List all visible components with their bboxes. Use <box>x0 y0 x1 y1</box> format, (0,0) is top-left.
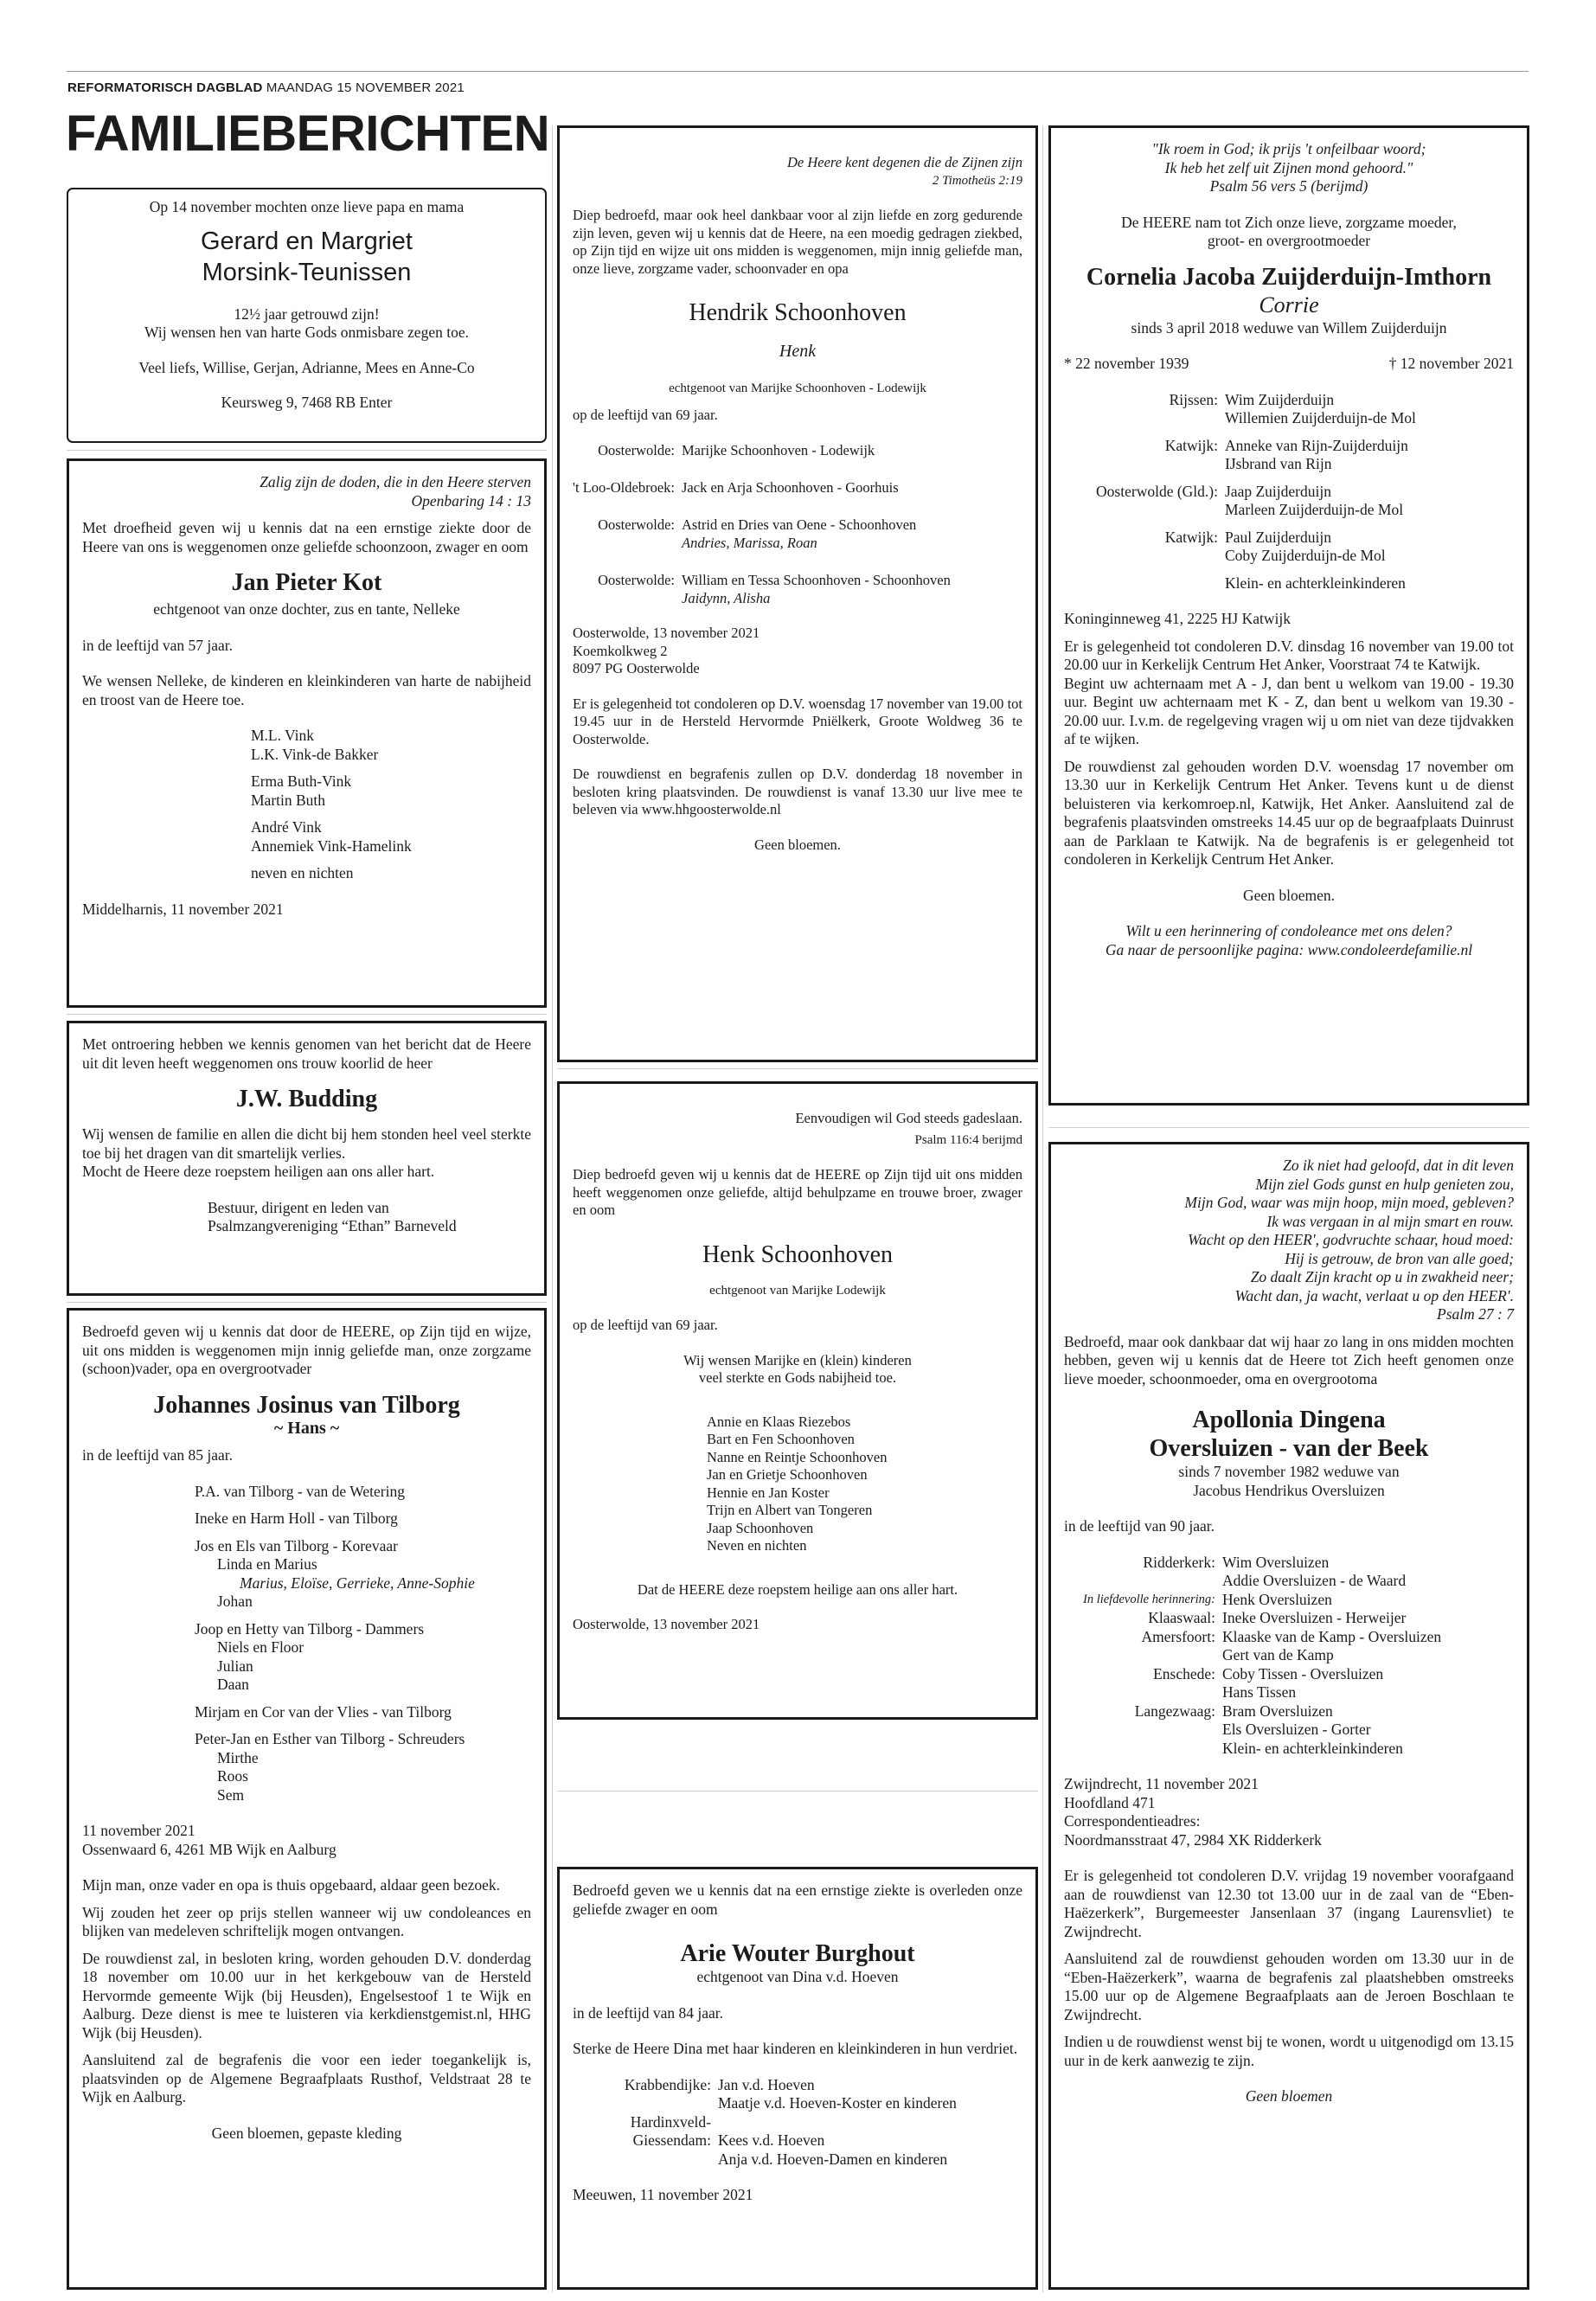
poem-line: Hij is getrouw, de bron van alle goed; <box>1285 1249 1514 1267</box>
deceased-role: echtgenoot van Marijke Schoonhoven - Lodewijk <box>669 381 926 395</box>
life-dates <box>1064 355 1514 374</box>
family-place: Hardinxveld- <box>630 2112 711 2131</box>
family-member: Jos en Els van Tilborg - Korevaar <box>195 1536 398 1554</box>
bible-reference: 2 Timotheüs 2:19 <box>932 173 1022 188</box>
family-place: Rijssen: <box>1169 390 1218 408</box>
family-place: Oosterwolde: <box>598 572 675 588</box>
notice-wish: veel sterkte en Gods nabijheid toe. <box>698 1369 897 1386</box>
header-rule <box>67 71 1529 72</box>
family-member: Neven en nichten <box>707 1537 807 1554</box>
family-table <box>1064 1554 1441 1759</box>
signature-line: Psalmzangvereniging “Ethan” Barneveld <box>208 1217 457 1234</box>
deceased-age: in de leeftijd van 84 jaar. <box>573 2003 723 2022</box>
family-member: Linda en Marius <box>217 1555 317 1573</box>
postcode: 8097 PG Oosterwolde <box>573 660 700 676</box>
row-separator <box>67 450 547 451</box>
family-member: Klaaske van de Kamp - Oversluizen <box>1222 1627 1442 1645</box>
family-member: M.L. Vink <box>251 727 315 744</box>
family-member: Jack en Arja Schoonhoven - Goorhuis <box>682 479 899 496</box>
issue-date: MAANDAG 15 NOVEMBER 2021 <box>266 80 465 95</box>
family-grandchildren: Andries, Marissa, Roan <box>682 535 817 551</box>
notice-wish: We wensen Nelleke, de kinderen en kleinkinderen van harte de nabijheid en troost van de Heere toe. <box>82 672 531 708</box>
deceased-nickname: Henk <box>779 342 817 361</box>
family-member: André Vink <box>251 818 322 836</box>
notice-intro: Diep bedroefd geven wij u kennis dat de HEERE op Zijn tijd uit ons midden heeft weggenomen onze geliefde, altijd behulpzame en trouwe broer, zwager en oom <box>573 1166 1022 1218</box>
family-member: Ineke Oversluizen - Herweijer <box>1222 1609 1407 1626</box>
family-member: Erma Buth-Vink <box>251 772 352 790</box>
notice-intro: Op 14 november mochten onze lieve papa en mama <box>149 198 465 215</box>
death-notice-zuijderduijn <box>1048 125 1529 1106</box>
family-place: Enschede: <box>1153 1664 1215 1682</box>
family-member: Jaap Schoonhoven <box>707 1519 814 1536</box>
family-list <box>82 727 531 883</box>
notice-intro: Diep bedroefd, maar ook heel dankbaar voor al zijn liefde en zorg gedurende zijn leven, geven wij u kennis dat de Heere, na een moedig gedragen ziekbed, op Zijn tijd en wijze uit ons midden is weggenomen, mijn innig geliefde man, onze lieve, zorgzame vader, schoonvader en opa <box>573 207 1022 277</box>
family-member: Wim Zuijderduijn <box>1225 390 1335 408</box>
deceased-age: in de leeftijd van 57 jaar. <box>82 636 233 654</box>
family-place: In liefdevolle herinnering: <box>1082 1592 1215 1606</box>
family-member: Coby Zuijderduijn-de Mol <box>1225 547 1386 564</box>
bible-quote: Eenvoudigen wil God steeds gadeslaan. <box>795 1110 1022 1126</box>
deceased-surname: Oversluizen - van der Beek <box>1149 1435 1429 1462</box>
address: Hoofdland 471 <box>1064 1793 1156 1811</box>
notice-wish: Wij wensen Marijke en (klein) kinderen <box>683 1351 912 1368</box>
family-member: Hans Tissen <box>1222 1683 1297 1701</box>
family-member: Gert van de Kamp <box>1222 1646 1334 1663</box>
family-member: Paul Zuijderduijn <box>1225 528 1331 546</box>
family-member: Annemiek Vink-Hamelink <box>251 836 412 855</box>
widow-line: Jacobus Hendrikus Oversluizen <box>1193 1481 1385 1499</box>
deceased-nickname: Corrie <box>1259 292 1319 317</box>
family-member: Bart en Fen Schoonhoven <box>707 1431 855 1447</box>
place-date: Middelharnis, 11 november 2021 <box>82 900 284 918</box>
family-member: Mirthe <box>217 1748 259 1766</box>
family-member: Jaap Zuijderduijn <box>1225 482 1331 500</box>
condolence-info: Er is gelegenheid tot condoleren D.V. vrijdag 19 november voorafgaand aan de rouwdienst van 12.30 tot 13.00 uur in de zaal van de “Eben-Haëzerkerk”, Burgemeester Jansenlaan 37 (ingang Laurensvliet) te Zwijndrecht. <box>1064 1867 1514 1940</box>
family-member: Wim Oversluizen <box>1222 1553 1330 1571</box>
place-date: Oosterwolde, 13 november 2021 <box>573 1616 760 1632</box>
family-member: Daan <box>217 1676 249 1693</box>
deceased-name: Henk Schoonhoven <box>702 1240 894 1268</box>
deceased-age: in de leeftijd van 90 jaar. <box>1064 1517 1215 1535</box>
family-place: Oosterwolde: <box>598 442 675 458</box>
web-link[interactable]: Ga naar de persoonlijke pagina: www.condoleerdefamilie.nl <box>1105 940 1473 958</box>
condolence-info: Begint uw achternaam met A - J, dan bent u welkom van 19.00 - 19.30 uur. Begint uw achternaam met K - Z, dan bent u welkom van 19.30 - 20.00 uur. I.v.m. de regelgeving vragen wij u om niet van deze tijdvakken af te wijken. <box>1064 674 1514 747</box>
poem-line: Mijn God, waar was mijn hoop, mijn moed, gebleven? <box>1184 1194 1514 1211</box>
family-place: 't Loo-Oldebroek: <box>573 479 675 496</box>
notice-prayer: Dat de HEERE deze roepstem heilige aan ons aller hart. <box>637 1580 958 1598</box>
notice-closing: Geen bloemen, gepaste kleding <box>211 2124 402 2142</box>
family-list <box>82 1483 531 1805</box>
family-grandchildren: Jaidynn, Alisha <box>682 590 771 606</box>
bible-quote: Zalig zijn de doden, die in den Heere sterven <box>260 473 531 490</box>
deceased-name: Johannes Josinus van Tilborg <box>153 1391 460 1419</box>
family-member: Peter-Jan en Esther van Tilborg - Schreuders <box>195 1730 465 1747</box>
deceased-age: op de leeftijd van 69 jaar. <box>573 406 718 423</box>
family-list <box>573 1413 1022 1555</box>
death-notice-oversluizen <box>1048 1142 1529 2290</box>
family-member: P.A. van Tilborg - van de Wetering <box>195 1482 405 1500</box>
condolence-info: Er is gelegenheid tot condoleren op D.V. woensdag 17 november van 19.00 tot 19.45 uur in de Hersteld Hervormde Pniëlkerk, Groote Woldweg 36 te Oosterwolde. <box>573 695 1022 747</box>
poem-line: Mijn ziel Gods gunst en hulp genieten zou, <box>1255 1175 1514 1193</box>
column-separator <box>1042 125 1043 2292</box>
bible-quote: "Ik roem in God; ik prijs 't onfeilbaar woord; <box>1151 140 1426 157</box>
family-member: Johan <box>217 1593 253 1610</box>
deceased-role: echtgenoot van Marijke Lodewijk <box>709 1283 886 1298</box>
blessing-line: Wij wensen hen van harte Gods onmisbare zegen toe. <box>144 324 469 341</box>
family-place: Katwijk: <box>1164 528 1218 546</box>
deceased-age: op de leeftijd van 69 jaar. <box>573 1317 718 1333</box>
notice-intro: Bedroefd geven wij u kennis dat door de HEERE, op Zijn tijd en wijze, uit ons midden is weggenomen mijn innig geliefde man, onze zorgzame (schoon)vader, opa en overgrootvader <box>82 1323 531 1377</box>
bible-quote: De Heere kent degenen die de Zijnen zijn <box>786 154 1022 170</box>
family-member: Henk Oversluizen <box>1222 1590 1332 1608</box>
family-member: Joop en Hetty van Tilborg - Dammers <box>195 1619 425 1638</box>
family-member: L.K. Vink-de Bakker <box>251 745 379 763</box>
family-member: Trijn en Albert van Tongeren <box>707 1502 873 1518</box>
death-notice-henk-schoonhoven <box>557 1081 1038 1720</box>
family-member: Annie en Klaas Riezebos <box>707 1413 851 1430</box>
deceased-name: Apollonia Dingena <box>1192 1407 1386 1433</box>
bible-reference: Psalm 116:4 berijmd <box>914 1132 1022 1147</box>
notice-wish: Wij wensen de familie en allen die dicht bij hem stonden heel veel sterkte toe bij het dragen van dit smartelijk verlies. <box>82 1125 531 1162</box>
family-member: Roos <box>217 1767 248 1785</box>
family-member: Maatje v.d. Hoeven-Koster en kinderen <box>718 2094 957 2112</box>
family-member: Marius, Eloïse, Gerrieke, Anne-Sophie <box>240 1574 475 1592</box>
anniversary-notice <box>67 188 547 443</box>
family-member: Jan en Grietje Schoonhoven <box>707 1466 868 1483</box>
correspondence-address: Noordmansstraat 47, 2984 XK Ridderkerk <box>1064 1830 1322 1849</box>
place-date: Oosterwolde, 13 november 2021 <box>573 625 760 641</box>
family-member: Anneke van Rijn-Zuijderduijn <box>1225 436 1408 454</box>
family-member: Addie Oversluizen - de Waard <box>1222 1572 1407 1589</box>
widow-line: sinds 7 november 1982 weduwe van <box>1178 1463 1400 1480</box>
notice-paragraph: Mijn man, onze vader en opa is thuis opgebaard, aldaar geen bezoek. <box>82 1876 501 1894</box>
service-info: Aansluitend zal de rouwdienst gehouden worden om 13.30 uur in de “Eben-Haëzerkerk”, waarna de begrafenis zal plaatshebben omstreeks 15.00 uur op de Algemene Begraafplaats aan de Jeroen Boschlaan te Zwijndrecht. <box>1064 1950 1514 2023</box>
notice-intro: Met ontroering hebben we kennis genomen van het bericht dat de Heere uit dit leven heeft weggenomen ons trouw koorlid de heer <box>82 1035 531 1072</box>
deceased-name: J.W. Budding <box>235 1086 378 1112</box>
address: Keursweg 9, 7468 RB Enter <box>221 394 393 411</box>
place-date: Meeuwen, 11 november 2021 <box>573 2186 753 2203</box>
deceased-name: Arie Wouter Burghout <box>680 1940 915 1967</box>
family-member: Astrid en Dries van Oene - Schoonhoven <box>682 516 917 533</box>
notice-paragraph: De rouwdienst zal, in besloten kring, worden gehouden D.V. donderdag 18 november om 10.00 uur in het kerkgebouw van de Hersteld Hervormde gemeente Wijk (bij Heusden), Engelsestoof 1 te Wijk en Aalburg. Deze dienst is mee te luisteren via kerkdienstgemist.nl, HHG Wijk (bij Heusden). <box>82 1949 531 2041</box>
service-info: De rouwdienst zal gehouden worden D.V. woensdag 17 november om 13.30 uur in Kerkelijk Centrum Het Anker. Tevens kunt u de dienst beluisteren via kerkomroep.nl, Katwijk, Het Anker. Aansluitend zal de begrafenis plaatsvinden omstreeks 14.45 uur op de begraafplaats Duinrust aan de Parklaan te Katwijk. Na de begrafenis is er gelegenheid tot condoleren in Kerkelijk Centrum Het Anker. <box>1064 757 1514 868</box>
deceased-role: echtgenoot van Dina v.d. Hoeven <box>696 1968 899 1985</box>
family-place: Langezwaag: <box>1134 1702 1215 1720</box>
family-place: Ridderkerk: <box>1143 1553 1215 1571</box>
notice-intro: groot- en overgrootmoeder <box>1207 232 1371 249</box>
page-header <box>67 80 465 95</box>
notice-paragraph: Wij zouden het zeer op prijs stellen wanneer wij uw condoleances en blijken van medeleven schriftelijk mogen ontvangen. <box>82 1903 531 1939</box>
notice-intro: Bedroefd geven we u kennis dat na een ernstige ziekte is overleden onze geliefde zwager en oom <box>573 1881 1022 1918</box>
family-table <box>1064 391 1416 593</box>
family-place: Krabbendijke: <box>624 2075 711 2093</box>
notice-date: 11 november 2021 <box>82 1822 195 1839</box>
web-invite: Wilt u een herinnering of condoleance met ons delen? <box>1125 922 1452 939</box>
family-member: Klein- en achterkleinkinderen <box>1222 1739 1403 1757</box>
notice-closing: Geen bloemen. <box>754 836 841 853</box>
family-member: Ineke en Harm Holl - van Tilborg <box>195 1509 398 1527</box>
death-notice-kot <box>67 458 547 1008</box>
death-notice-budding <box>67 1021 547 1296</box>
family-member: Klein- en achterkleinkinderen <box>1225 574 1406 592</box>
couple-name: Gerard en Margriet <box>201 227 413 255</box>
deceased-nickname: ~ Hans ~ <box>273 1418 340 1438</box>
family-table <box>573 2076 957 2170</box>
paper-name: REFORMATORISCH DAGBLAD <box>67 80 263 95</box>
death-notice-hendrik-schoonhoven <box>557 125 1038 1062</box>
poem-line: Zo daalt Zijn kracht op u in zwakheid neer; <box>1250 1268 1514 1285</box>
notice-closing: Geen bloemen. <box>1243 886 1335 904</box>
death-date: † 12 november 2021 <box>1388 355 1514 372</box>
correspondence-label: Correspondentieadres: <box>1064 1812 1201 1830</box>
family-table <box>573 441 951 607</box>
notice-prayer: Mocht de Heere deze roepstem heiligen aan ons aller hart. <box>82 1163 435 1180</box>
bible-quote: Ik heb het zelf uit Zijnen mond gehoord." <box>1164 158 1413 176</box>
notice-closing: Geen bloemen <box>1245 2087 1333 2105</box>
widow-line: sinds 3 april 2018 weduwe van Willem Zuijderduijn <box>1131 318 1447 336</box>
row-separator <box>67 1014 547 1015</box>
notice-intro: De HEERE nam tot Zich onze lieve, zorgzame moeder, <box>1121 213 1457 231</box>
family-member: Els Oversluizen - Gorter <box>1222 1721 1371 1738</box>
deceased-name: Cornelia Jacoba Zuijderduijn-Imthorn <box>1086 263 1492 291</box>
family-member: Hennie en Jan Koster <box>707 1484 830 1501</box>
deceased-name: Jan Pieter Kot <box>231 569 382 596</box>
deceased-role: echtgenoot van onze dochter, zus en tante, Nelleke <box>153 600 460 618</box>
family-member: Coby Tissen - Oversluizen <box>1222 1664 1384 1682</box>
senders: Veel liefs, Willise, Gerjan, Adrianne, Mees en Anne-Co <box>138 358 475 376</box>
poem-line: Wacht op den HEER', godvruchte schaar, houd moed: <box>1188 1231 1514 1248</box>
deceased-name: Hendrik Schoonhoven <box>689 299 907 326</box>
psalm-poem <box>1064 1157 1514 1324</box>
death-notice-tilborg <box>67 1308 547 2290</box>
family-place: Klaaswaal: <box>1148 1609 1215 1626</box>
death-notice-burghout <box>557 1867 1038 2290</box>
family-member: Kees v.d. Hoeven <box>718 2131 825 2149</box>
service-info: De rouwdienst en begrafenis zullen op D.V. donderdag 18 november in besloten kring plaatsvinden. De rouwdienst is vanaf 13.30 uur live mee te beleven via www.hhgoosterwolde.nl <box>573 766 1022 817</box>
family-place: Oosterwolde (Gld.): <box>1096 482 1218 500</box>
bible-reference: Openbaring 14 : 13 <box>411 491 531 510</box>
notice-paragraph: Aansluitend zal de begrafenis die voor een ieder toegankelijk is, plaatsvinden op de Algemene Begraafplaats Rusthof, Veldstraat 28 te Wijk en Aalburg. <box>82 2051 531 2106</box>
family-place: Oosterwolde: <box>598 516 675 533</box>
poem-line: Zo ik niet had geloofd, dat in dit leven <box>1283 1157 1514 1174</box>
family-member: Mirjam en Cor van der Vlies - van Tilborg <box>195 1702 452 1721</box>
notice-intro: Met droefheid geven wij u kennis dat na een ernstige ziekte door de Heere van ons is weggenomen onze geliefde schoonzoon, zwager en oom <box>82 519 531 555</box>
place-date: Zwijndrecht, 11 november 2021 <box>1064 1775 1259 1792</box>
family-member: Anja v.d. Hoeven-Damen en kinderen <box>718 2150 948 2168</box>
family-member: IJsbrand van Rijn <box>1225 455 1332 472</box>
address: Koninginneweg 41, 2225 HJ Katwijk <box>1064 610 1291 627</box>
family-member: Niels en Floor <box>217 1638 304 1656</box>
bible-reference: Psalm 56 vers 5 (berijmd) <box>1209 177 1368 195</box>
family-place: Giessendam: <box>632 2131 711 2149</box>
row-separator <box>67 1302 547 1303</box>
family-member: Willemien Zuijderduijn-de Mol <box>1225 409 1416 426</box>
row-separator <box>557 1068 1038 1069</box>
poem-reference: Psalm 27 : 7 <box>1437 1305 1514 1323</box>
poem-line: Ik was vergaan in al mijn smart en rouw. <box>1266 1212 1514 1230</box>
family-member: Nanne en Reintje Schoonhoven <box>707 1448 888 1465</box>
notice-wish: Sterke de Heere Dina met haar kinderen en kleinkinderen in hun verdriet. <box>573 2040 1018 2057</box>
attendance-info: Indien u de rouwdienst wenst bij te wonen, wordt u uitgenodigd om 13.15 uur in de kerk aanwezig te zijn. <box>1064 2033 1514 2069</box>
anniversary-line: 12½ jaar getrouwd zijn! <box>234 304 380 323</box>
family-member: Marleen Zuijderduijn-de Mol <box>1225 501 1404 518</box>
family-member: Bram Oversluizen <box>1222 1702 1333 1720</box>
family-member: Marijke Schoonhoven - Lodewijk <box>682 442 875 458</box>
family-place: Amersfoort: <box>1141 1627 1215 1645</box>
condolence-info: Er is gelegenheid tot condoleren D.V. dinsdag 16 november van 19.00 tot 20.00 uur in Kerkelijk Centrum Het Anker, Voorstraat 74 te Katwijk. <box>1064 637 1514 673</box>
address: Ossenwaard 6, 4261 MB Wijk en Aalburg <box>82 1840 337 1858</box>
family-member: Martin Buth <box>251 791 326 809</box>
family-member: Julian <box>217 1657 253 1675</box>
couple-surname: Morsink-Teunissen <box>202 258 412 286</box>
family-place: Katwijk: <box>1164 436 1218 454</box>
notice-intro: Bedroefd, maar ook dankbaar dat wij haar zo lang in ons midden mochten hebben, geven wij u kennis dat de Heere tot Zich heeft genomen onze lieve moeder, schoonmoeder, oma en overgrootoma <box>1064 1332 1514 1388</box>
row-separator <box>1048 1127 1529 1128</box>
family-member: Sem <box>217 1785 245 1804</box>
column-separator <box>552 125 553 2292</box>
family-member: neven en nichten <box>251 864 354 881</box>
birth-date: * 22 november 1939 <box>1064 355 1189 372</box>
deceased-age: in de leeftijd van 85 jaar. <box>82 1446 233 1464</box>
family-member: William en Tessa Schoonhoven - Schoonhoven <box>682 572 951 588</box>
address: Koemkolkweg 2 <box>573 642 668 659</box>
family-member: Jan v.d. Hoeven <box>718 2075 815 2093</box>
poem-line: Wacht dan, ja wacht, verlaat u op den HEER'. <box>1234 1286 1514 1304</box>
signature-line: Bestuur, dirigent en leden van <box>208 1198 389 1216</box>
section-title: FAMILIEBERICHTEN <box>66 106 550 162</box>
